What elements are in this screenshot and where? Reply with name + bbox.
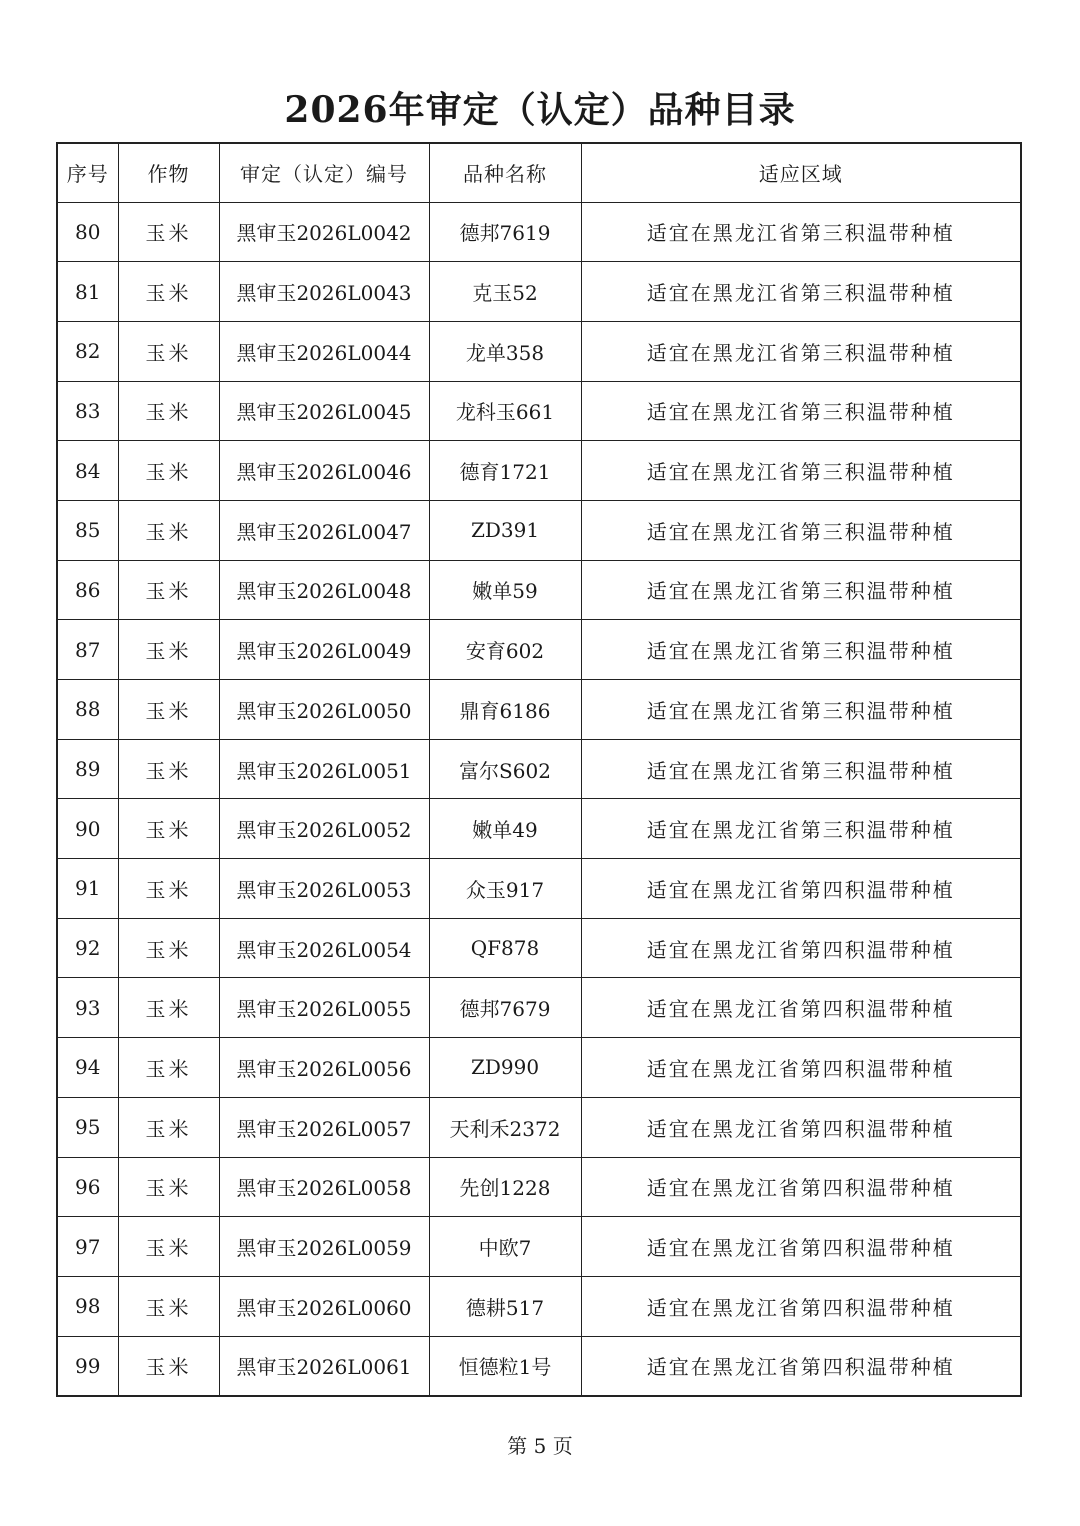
crop-cell: 玉米 [118,620,219,680]
area-cell: 适宜在黑龙江省第三积温带种植 [581,321,1021,381]
seq-cell: 84 [57,441,118,501]
area-cell: 适宜在黑龙江省第四积温带种植 [581,1038,1021,1098]
area-cell: 适宜在黑龙江省第三积温带种植 [581,500,1021,560]
variety-name-cell: ZD990 [429,1038,581,1098]
variety-name-cell: 恒德粒1号 [429,1336,581,1396]
seq-cell: 87 [57,620,118,680]
page-title: 2026年审定（认定）品种目录 [284,89,796,131]
seq-cell: 99 [57,1336,118,1396]
seq-cell: 94 [57,1038,118,1098]
code-cell: 黑审玉2026L0048 [219,560,429,620]
crop-cell: 玉米 [118,739,219,799]
seq-cell: 90 [57,799,118,859]
seq-cell: 81 [57,262,118,322]
code-cell: 黑审玉2026L0053 [219,859,429,919]
header-area: 适应区域 [581,143,1021,202]
area-cell: 适宜在黑龙江省第三积温带种植 [581,262,1021,322]
code-cell: 黑审玉2026L0057 [219,1097,429,1157]
variety-name-cell: 德邦7679 [429,978,581,1038]
area-cell: 适宜在黑龙江省第四积温带种植 [581,1276,1021,1336]
variety-name-cell: 先创1228 [429,1157,581,1217]
crop-cell: 玉米 [118,1157,219,1217]
code-cell: 黑审玉2026L0042 [219,202,429,262]
seq-cell: 83 [57,381,118,441]
table-row [57,500,1021,560]
area-cell: 适宜在黑龙江省第四积温带种植 [581,978,1021,1038]
crop-cell: 玉米 [118,859,219,919]
header-crop: 作物 [118,143,219,202]
area-cell: 适宜在黑龙江省第三积温带种植 [581,680,1021,740]
variety-name-cell: 安育602 [429,620,581,680]
area-cell: 适宜在黑龙江省第三积温带种植 [581,799,1021,859]
seq-cell: 92 [57,918,118,978]
code-cell: 黑审玉2026L0046 [219,441,429,501]
code-cell: 黑审玉2026L0051 [219,739,429,799]
crop-cell: 玉米 [118,500,219,560]
seq-cell: 89 [57,739,118,799]
header-code: 审定（认定）编号 [219,143,429,202]
crop-cell: 玉米 [118,441,219,501]
crop-cell: 玉米 [118,560,219,620]
table-row [57,1097,1021,1157]
code-cell: 黑审玉2026L0050 [219,680,429,740]
crop-cell: 玉米 [118,680,219,740]
table-row [57,978,1021,1038]
code-cell: 黑审玉2026L0049 [219,620,429,680]
variety-name-cell: 众玉917 [429,859,581,919]
area-cell: 适宜在黑龙江省第四积温带种植 [581,918,1021,978]
crop-cell: 玉米 [118,1038,219,1098]
crop-cell: 玉米 [118,799,219,859]
crop-cell: 玉米 [118,918,219,978]
table-row [57,739,1021,799]
code-cell: 黑审玉2026L0056 [219,1038,429,1098]
variety-name-cell: 嫩单49 [429,799,581,859]
table-row [57,321,1021,381]
seq-cell: 85 [57,500,118,560]
seq-cell: 97 [57,1217,118,1277]
variety-name-cell: 中欧7 [429,1217,581,1277]
crop-cell: 玉米 [118,321,219,381]
code-cell: 黑审玉2026L0052 [219,799,429,859]
area-cell: 适宜在黑龙江省第三积温带种植 [581,202,1021,262]
variety-name-cell: ZD391 [429,500,581,560]
table-row [57,1038,1021,1098]
seq-cell: 86 [57,560,118,620]
area-cell: 适宜在黑龙江省第四积温带种植 [581,1157,1021,1217]
crop-cell: 玉米 [118,1276,219,1336]
code-cell: 黑审玉2026L0055 [219,978,429,1038]
table-body [57,202,1021,1396]
variety-catalog-table [56,142,1022,1397]
table-row [57,381,1021,441]
variety-name-cell: 克玉52 [429,262,581,322]
seq-cell: 91 [57,859,118,919]
table-row [57,620,1021,680]
variety-name-cell: 德育1721 [429,441,581,501]
code-cell: 黑审玉2026L0058 [219,1157,429,1217]
seq-cell: 96 [57,1157,118,1217]
code-cell: 黑审玉2026L0054 [219,918,429,978]
area-cell: 适宜在黑龙江省第三积温带种植 [581,441,1021,501]
variety-name-cell: QF878 [429,918,581,978]
seq-cell: 88 [57,680,118,740]
variety-name-cell: 德耕517 [429,1276,581,1336]
crop-cell: 玉米 [118,1336,219,1396]
table-header-row [57,143,1021,202]
table-row [57,680,1021,740]
code-cell: 黑审玉2026L0061 [219,1336,429,1396]
seq-cell: 98 [57,1276,118,1336]
variety-name-cell: 龙科玉661 [429,381,581,441]
table-row [57,1217,1021,1277]
variety-name-cell: 富尔S602 [429,739,581,799]
code-cell: 黑审玉2026L0047 [219,500,429,560]
area-cell: 适宜在黑龙江省第四积温带种植 [581,1217,1021,1277]
area-cell: 适宜在黑龙江省第三积温带种植 [581,560,1021,620]
area-cell: 适宜在黑龙江省第四积温带种植 [581,859,1021,919]
crop-cell: 玉米 [118,381,219,441]
table-row [57,1157,1021,1217]
table-row [57,560,1021,620]
crop-cell: 玉米 [118,1217,219,1277]
area-cell: 适宜在黑龙江省第四积温带种植 [581,1336,1021,1396]
table-row [57,799,1021,859]
area-cell: 适宜在黑龙江省第三积温带种植 [581,620,1021,680]
crop-cell: 玉米 [118,202,219,262]
code-cell: 黑审玉2026L0059 [219,1217,429,1277]
code-cell: 黑审玉2026L0044 [219,321,429,381]
crop-cell: 玉米 [118,978,219,1038]
variety-name-cell: 龙单358 [429,321,581,381]
area-cell: 适宜在黑龙江省第三积温带种植 [581,381,1021,441]
table-row [57,859,1021,919]
table-row [57,1336,1021,1396]
area-cell: 适宜在黑龙江省第四积温带种植 [581,1097,1021,1157]
page-number: 第 5 页 [507,1434,573,1458]
crop-cell: 玉米 [118,1097,219,1157]
table-row [57,1276,1021,1336]
seq-cell: 80 [57,202,118,262]
crop-cell: 玉米 [118,262,219,322]
seq-cell: 82 [57,321,118,381]
header-variety-name: 品种名称 [429,143,581,202]
variety-name-cell: 德邦7619 [429,202,581,262]
table-row [57,441,1021,501]
code-cell: 黑审玉2026L0043 [219,262,429,322]
code-cell: 黑审玉2026L0045 [219,381,429,441]
table-row [57,202,1021,262]
area-cell: 适宜在黑龙江省第三积温带种植 [581,739,1021,799]
table-row [57,262,1021,322]
seq-cell: 93 [57,978,118,1038]
variety-name-cell: 鼎育6186 [429,680,581,740]
header-seq: 序号 [57,143,118,202]
code-cell: 黑审玉2026L0060 [219,1276,429,1336]
table-row [57,918,1021,978]
variety-name-cell: 嫩单59 [429,560,581,620]
seq-cell: 95 [57,1097,118,1157]
variety-name-cell: 天利禾2372 [429,1097,581,1157]
